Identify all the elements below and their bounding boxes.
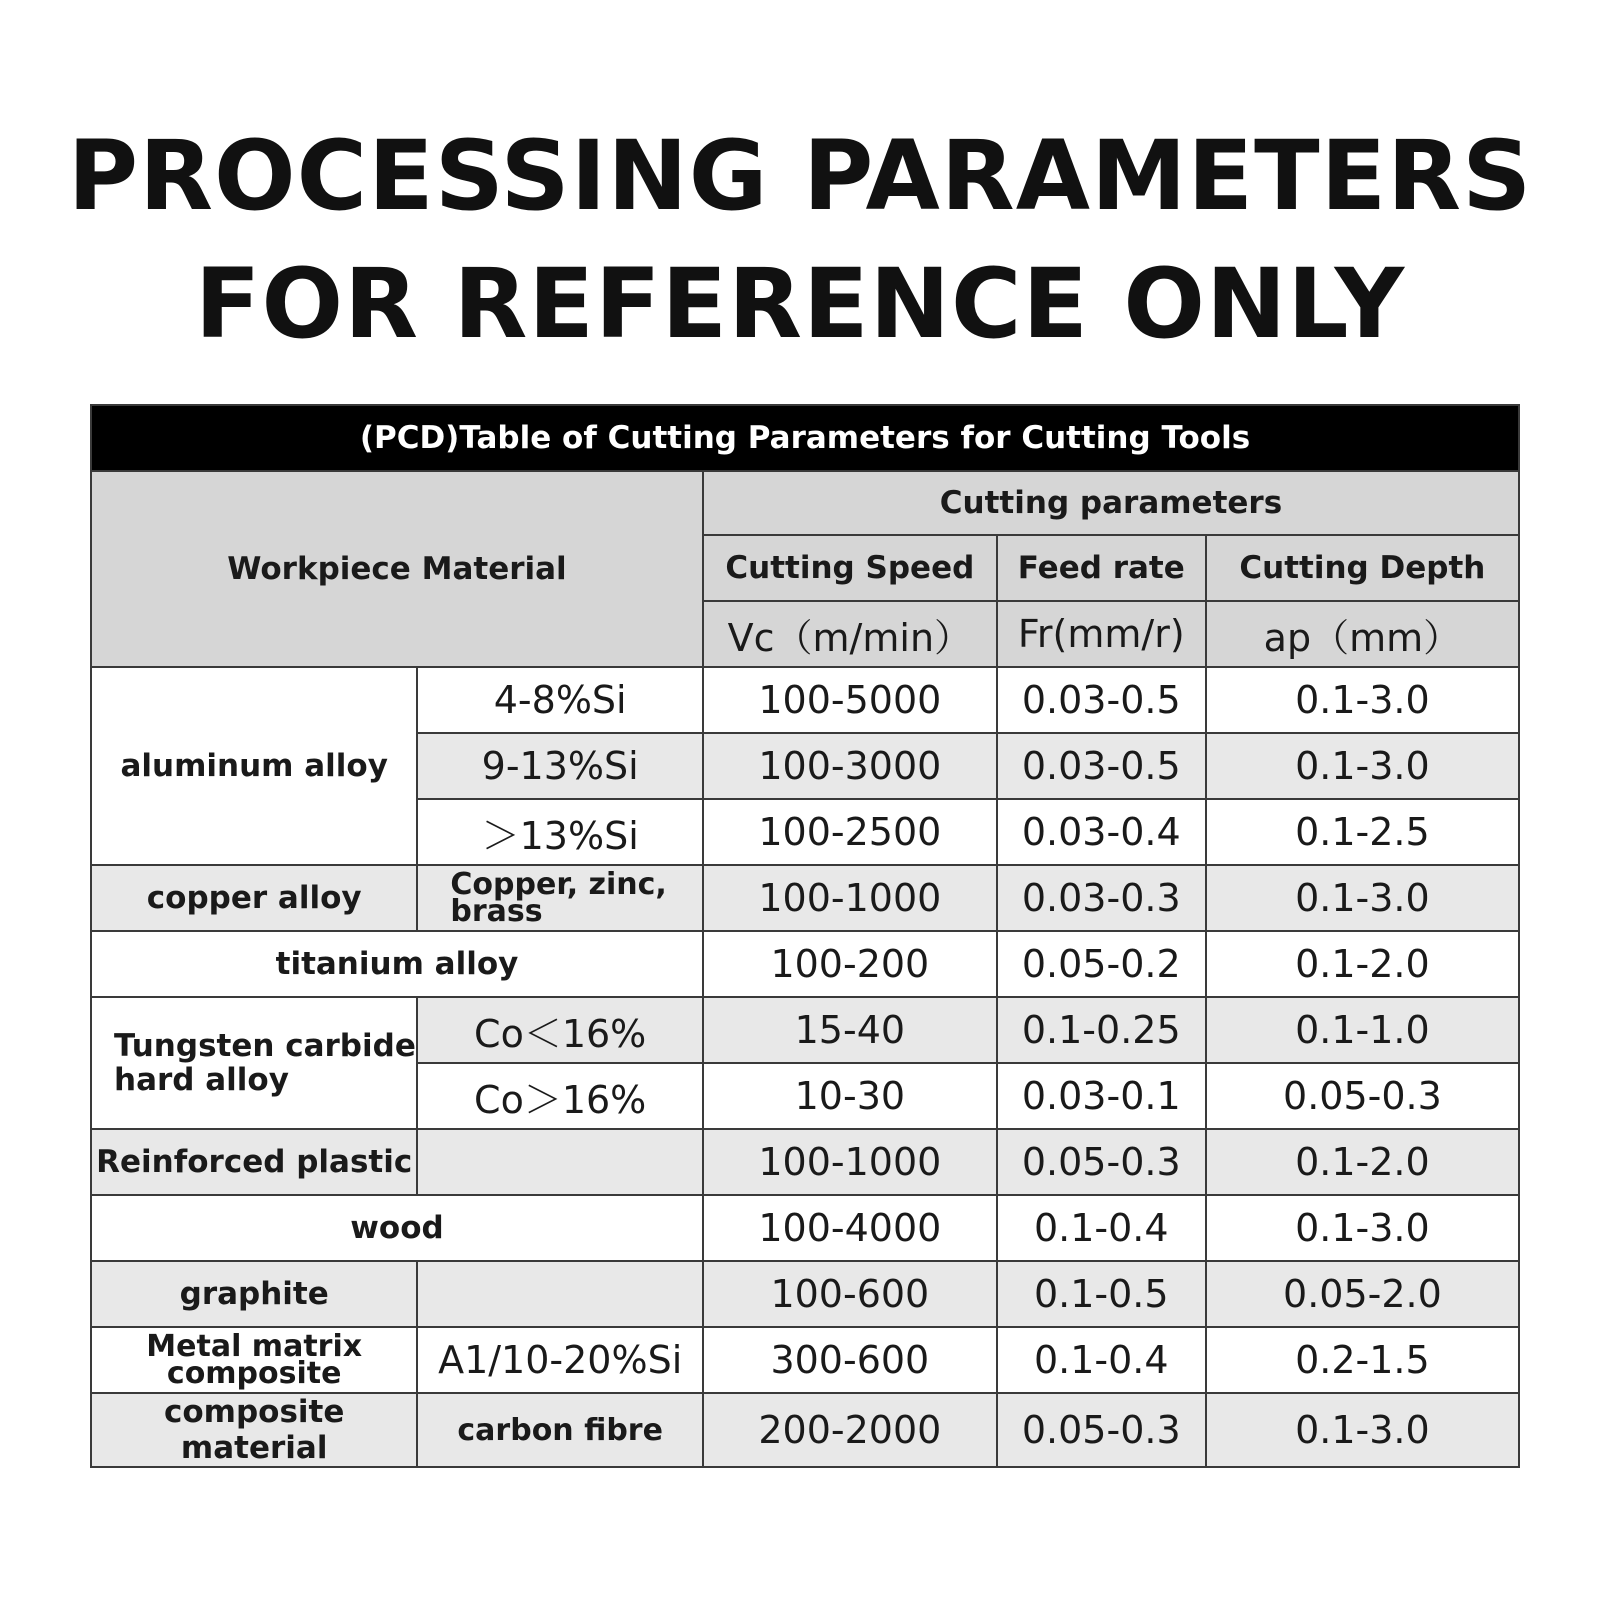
table-caption: (PCD)Table of Cutting Parameters for Cutting Tools	[91, 405, 1519, 471]
subtype-line-1: Copper, zinc,	[450, 867, 667, 902]
subtype-cell: Co＜16%	[417, 997, 703, 1063]
feed-cell: 0.03-0.3	[997, 865, 1206, 931]
feed-rate-header: Feed rate	[997, 535, 1206, 601]
depth-cell: 0.1-3.0	[1206, 667, 1519, 733]
material-line-1: Tungsten carbide	[114, 1028, 416, 1064]
table-row	[91, 1327, 1519, 1393]
table-row	[91, 865, 1519, 931]
cutting-speed-header: Cutting Speed	[703, 535, 997, 601]
depth-cell: 0.1-2.0	[1206, 931, 1519, 997]
material-line-2: hard alloy	[114, 1062, 289, 1098]
depth-cell: 0.1-3.0	[1206, 733, 1519, 799]
depth-cell: 0.1-2.0	[1206, 1129, 1519, 1195]
cutting-parameters-table	[90, 404, 1520, 1468]
feed-cell: 0.03-0.5	[997, 733, 1206, 799]
material-cell: composite material	[91, 1393, 417, 1467]
cutting-speed-unit: Vc（m/min）	[703, 601, 997, 667]
speed-cell: 300-600	[703, 1327, 997, 1393]
table-row	[91, 1195, 1519, 1261]
page-title-line-1: PROCESSING PARAMETERS	[67, 120, 1533, 232]
feed-cell: 0.03-0.1	[997, 1063, 1206, 1129]
subtype-cell	[417, 1261, 703, 1327]
table-row	[91, 1129, 1519, 1195]
table-row	[91, 1393, 1519, 1467]
speed-cell: 100-600	[703, 1261, 997, 1327]
depth-cell: 0.1-3.0	[1206, 1393, 1519, 1467]
speed-cell: 100-3000	[703, 733, 997, 799]
material-cell: graphite	[91, 1261, 417, 1327]
speed-cell: 10-30	[703, 1063, 997, 1129]
subtype-cell: carbon fibre	[417, 1393, 703, 1467]
subtype-cell	[417, 1129, 703, 1195]
depth-cell: 0.05-0.3	[1206, 1063, 1519, 1129]
depth-cell: 0.1-3.0	[1206, 865, 1519, 931]
table-row	[91, 667, 1519, 733]
header-row-1	[91, 471, 1519, 535]
subtype-line-2: brass	[450, 894, 543, 929]
feed-cell: 0.1-0.4	[997, 1195, 1206, 1261]
feed-cell: 0.03-0.5	[997, 667, 1206, 733]
subtype-cell	[417, 865, 703, 931]
depth-cell: 0.2-1.5	[1206, 1327, 1519, 1393]
speed-cell: 15-40	[703, 997, 997, 1063]
speed-cell: 100-5000	[703, 667, 997, 733]
page-title-line-2: FOR REFERENCE ONLY	[194, 248, 1406, 360]
material-cell: copper alloy	[91, 865, 417, 931]
subtype-cell: Co＞16%	[417, 1063, 703, 1129]
subtype-cell: 9-13%Si	[417, 733, 703, 799]
feed-cell: 0.05-0.3	[997, 1393, 1206, 1467]
speed-cell: 100-200	[703, 931, 997, 997]
material-line-2: composite	[166, 1356, 342, 1391]
feed-cell: 0.05-0.2	[997, 931, 1206, 997]
cutting-depth-header: Cutting Depth	[1206, 535, 1519, 601]
cutting-depth-unit: ap（mm）	[1206, 601, 1519, 667]
subtype-cell: ＞13%Si	[417, 799, 703, 865]
feed-cell: 0.1-0.25	[997, 997, 1206, 1063]
feed-cell: 0.05-0.3	[997, 1129, 1206, 1195]
material-cell: wood	[91, 1195, 703, 1261]
page-title	[0, 112, 1600, 368]
depth-cell: 0.1-1.0	[1206, 997, 1519, 1063]
feed-rate-unit: Fr(mm/r)	[997, 601, 1206, 667]
table-row	[91, 997, 1519, 1063]
table-row	[91, 1261, 1519, 1327]
speed-cell: 100-1000	[703, 865, 997, 931]
speed-cell: 100-1000	[703, 1129, 997, 1195]
depth-cell: 0.1-3.0	[1206, 1195, 1519, 1261]
subtype-cell: A1/10-20%Si	[417, 1327, 703, 1393]
material-cell: aluminum alloy	[91, 667, 417, 865]
feed-cell: 0.1-0.5	[997, 1261, 1206, 1327]
speed-cell: 100-2500	[703, 799, 997, 865]
subtype-cell: 4-8%Si	[417, 667, 703, 733]
material-cell: titanium alloy	[91, 931, 703, 997]
material-cell	[91, 997, 417, 1129]
material-line-1: Metal matrix	[146, 1329, 363, 1364]
speed-cell: 200-2000	[703, 1393, 997, 1467]
material-cell: Reinforced plastic	[91, 1129, 417, 1195]
depth-cell: 0.1-2.5	[1206, 799, 1519, 865]
feed-cell: 0.03-0.4	[997, 799, 1206, 865]
cutting-parameters-header: Cutting parameters	[703, 471, 1519, 535]
speed-cell: 100-4000	[703, 1195, 997, 1261]
table-row	[91, 931, 1519, 997]
material-cell	[91, 1327, 417, 1393]
workpiece-material-header: Workpiece Material	[91, 471, 703, 667]
table-caption-row	[91, 405, 1519, 471]
feed-cell: 0.1-0.4	[997, 1327, 1206, 1393]
depth-cell: 0.05-2.0	[1206, 1261, 1519, 1327]
